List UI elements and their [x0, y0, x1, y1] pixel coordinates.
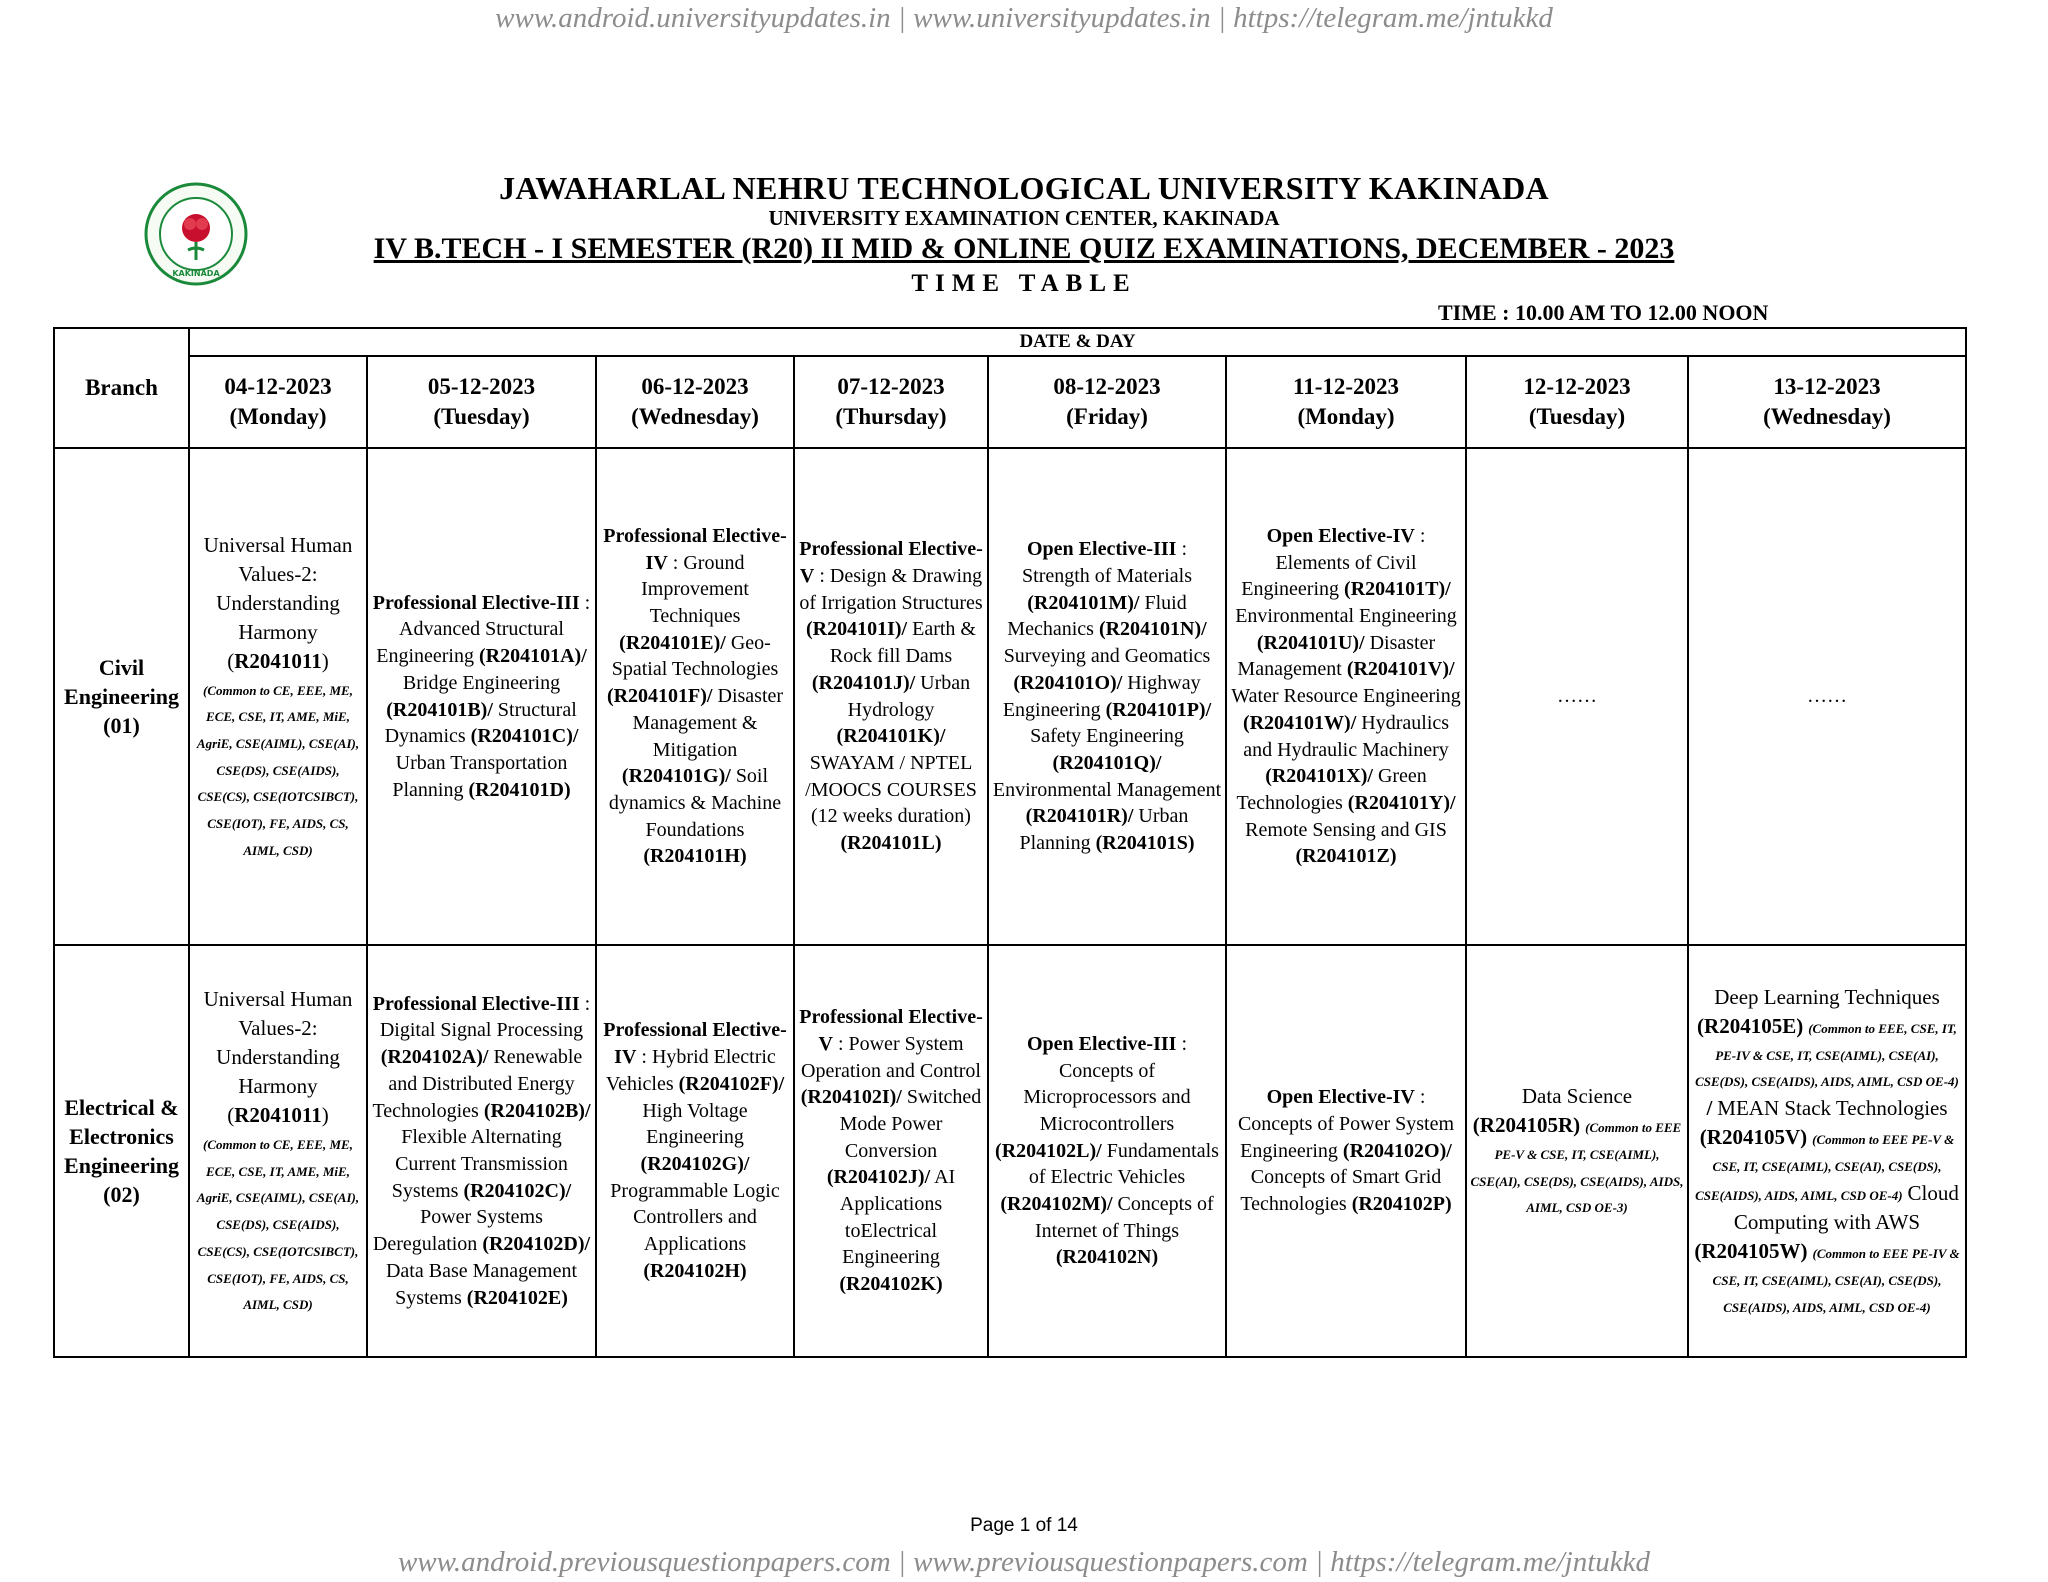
date-col-4: 07-12-2023 (Thursday) [794, 356, 988, 448]
eee-exam-6: Open Elective-IV : Concepts of Power System Engineering (R204102O)/ Concepts of Smart Grid Technologies (R204102P) [1226, 945, 1466, 1357]
page-number: Page 1 of 14 [970, 1515, 1078, 1536]
eee-exam-5: Open Elective-III : Concepts of Microprocessors and Microcontrollers (R204102L)/ Fundamentals of Electric Vehicles (R204102M)/ Concepts of Internet of Things (R204102N) [988, 945, 1226, 1357]
civil-exam-1: Universal Human Values-2: Understanding Harmony (R2041011) (Common to CE, EEE, ME, ECE, CSE, IT, AME, MiE, AgriE, CSE(AIML), CSE(AI), CSE(DS), CSE(AIDS), CSE(CS), CSE(IOTCSIBCT), CSE(IOT), FE, AIDS, CS, AIML, CSD) [189, 448, 367, 945]
civil-exam-6: Open Elective-IV : Elements of Civil Engineering (R204101T)/ Environmental Engineering (R204101U)/ Disaster Management (R204101V)/ Water Resource Engineering (R204101W)/ Hydraulics and Hydraulic Machinery (R204101X)/ Green Technologies (R204101Y)/ Remote Sensing and GIS (R204101Z) [1226, 448, 1466, 945]
date-col-7: 12-12-2023 (Tuesday) [1466, 356, 1688, 448]
civil-exam-8: …… [1688, 448, 1966, 945]
date-col-6: 11-12-2023 (Monday) [1226, 356, 1466, 448]
watermark-bottom: www.android.previousquestionpapers.com | www.previousquestionpapers.com | https://telegram.me/jntukkd [397, 1546, 1651, 1578]
exam-center: UNIVERSITY EXAMINATION CENTER, KAKINADA [768, 206, 1280, 230]
civil-exam-3: Professional Elective-IV : Ground Improvement Techniques (R204101E)/ Geo-Spatial Technologies (R204101F)/ Disaster Management & Mitigation (R204101G)/ Soil dynamics & Machine Foundations (R204101H) [596, 448, 794, 945]
civil-exam-2: Professional Elective-III : Advanced Structural Engineering (R204101A)/ Bridge Engineering (R204101B)/ Structural Dynamics (R204101C)/ Urban Transportation Planning (R204101D) [367, 448, 596, 945]
civil-row [54, 448, 1966, 945]
timetable [53, 327, 1967, 1358]
eee-exam-4: Professional Elective-V : Power System Operation and Control (R204102I)/ Switched Mode Power Conversion (R204102J)/ AI Applications toElectrical Engineering (R204102K) [794, 945, 988, 1357]
eee-exam-1: Universal Human Values-2: Understanding Harmony (R2041011) (Common to CE, EEE, ME, ECE, CSE, IT, AME, MiE, AgriE, CSE(AIML), CSE(AI), CSE(DS), CSE(AIDS), CSE(CS), CSE(IOTCSIBCT), CSE(IOT), FE, AIDS, CS, AIML, CSD) [189, 945, 367, 1357]
date-col-1: 04-12-2023 (Monday) [189, 356, 367, 448]
civil-exam-4: Professional Elective-V : Design & Drawing of Irrigation Structures (R204101I)/ Earth & Rock fill Dams (R204101J)/ Urban Hydrology (R204101K)/ SWAYAM / NPTEL /MOOCS COURSES (12 weeks duration) (R204101L) [794, 448, 988, 945]
exam-title: IV B.TECH - I SEMESTER (R20) II MID & ONLINE QUIZ EXAMINATIONS, DECEMBER - 2023 [373, 232, 1675, 265]
timetable-title: TIME TABLE [911, 270, 1137, 297]
branch-header: Branch [54, 328, 189, 448]
date-col-2: 05-12-2023 (Tuesday) [367, 356, 596, 448]
eee-exam-7: Data Science (R204105R) (Common to EEE PE-V & CSE, IT, CSE(AIML), CSE(AI), CSE(DS), CSE(AIDS), AIDS, AIML, CSD OE-3) [1466, 945, 1688, 1357]
logo-text-bottom: KAKINADA [172, 269, 220, 278]
date-day-header: DATE & DAY [189, 328, 1966, 356]
branch-eee: Electrical & Electronics Engineering (02) [54, 945, 189, 1357]
watermark-top: www.android.universityupdates.in | www.universityupdates.in | https://telegram.me/jntukkd [495, 2, 1553, 34]
date-col-8: 13-12-2023 (Wednesday) [1688, 356, 1966, 448]
civil-exam-5: Open Elective-III : Strength of Materials (R204101M)/ Fluid Mechanics (R204101N)/ Surveying and Geomatics (R204101O)/ Highway Engineering (R204101P)/ Safety Engineering (R204101Q)/ Environmental Management (R204101R)/ Urban Planning (R204101S) [988, 448, 1226, 945]
eee-row [54, 945, 1966, 1357]
eee-exam-2: Professional Elective-III : Digital Signal Processing (R204102A)/ Renewable and Distributed Energy Technologies (R204102B)/ Flexible Alternating Current Transmission Systems (R204102C)/ Power Systems Deregulation (R204102D)/ Data Base Management Systems (R204102E) [367, 945, 596, 1357]
civil-exam-7: …… [1466, 448, 1688, 945]
date-col-3: 06-12-2023 (Wednesday) [596, 356, 794, 448]
exam-time: TIME : 10.00 AM TO 12.00 NOON [1438, 300, 1769, 325]
branch-civil: Civil Engineering (01) [54, 448, 189, 945]
eee-exam-3: Professional Elective-IV : Hybrid Electric Vehicles (R204102F)/ High Voltage Engineering (R204102G)/ Programmable Logic Controllers and Applications (R204102H) [596, 945, 794, 1357]
date-col-5: 08-12-2023 (Friday) [988, 356, 1226, 448]
university-name: JAWAHARLAL NEHRU TECHNOLOGICAL UNIVERSITY KAKINADA [499, 170, 1549, 206]
eee-exam-8: Deep Learning Techniques (R204105E) (Common to EEE, CSE, IT, PE-IV & CSE, IT, CSE(AIML), CSE(AI), CSE(DS), CSE(AIDS), AIDS, AIML, CSD OE-4) / MEAN Stack Technologies (R204105V) (Common to EEE PE-V & CSE, IT, CSE(AIML), CSE(AI), CSE(DS), CSE(AIDS), AIDS, AIML, CSD OE-4) Cloud Computing with AWS (R204105W) (Common to EEE PE-IV & CSE, IT, CSE(AIML), CSE(AI), CSE(DS), CSE(AIDS), AIDS, AIML, CSD OE-4) [1688, 945, 1966, 1357]
